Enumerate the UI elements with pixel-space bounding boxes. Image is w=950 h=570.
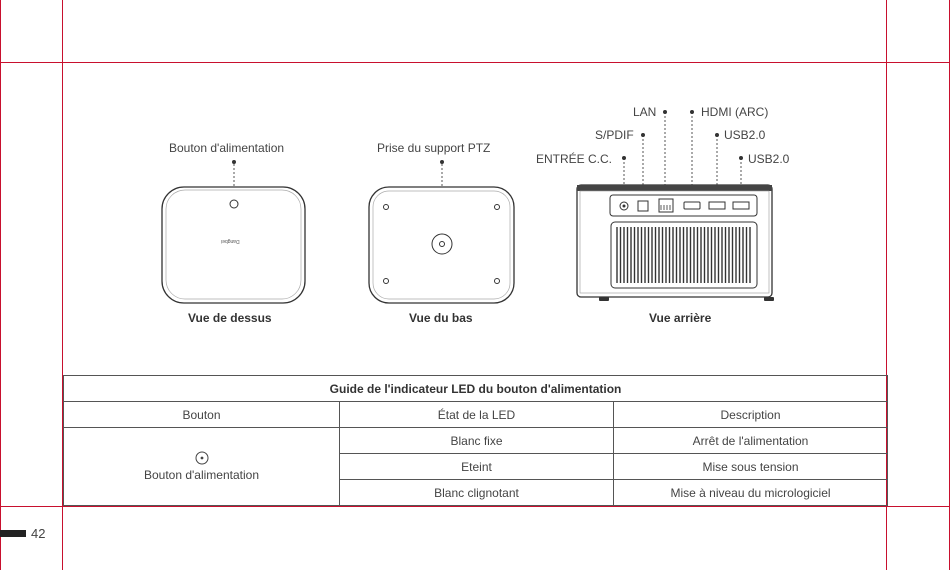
led-table-button-cell bbox=[64, 428, 340, 506]
led-table-button-label: Bouton d'alimentation bbox=[143, 468, 260, 482]
ptz-socket-callout: Prise du support PTZ bbox=[377, 141, 491, 155]
hdmi-label: HDMI (ARC) bbox=[701, 105, 769, 119]
table-row-state: Blanc fixe bbox=[340, 428, 614, 454]
led-indicator-table bbox=[63, 375, 888, 506]
top-view-caption: Vue de dessus bbox=[188, 311, 272, 325]
table-row-description: Mise sous tension bbox=[614, 454, 888, 480]
table-row-state: Eteint bbox=[340, 454, 614, 480]
page-number-bar bbox=[0, 530, 26, 537]
bottom-view-caption: Vue du bas bbox=[409, 311, 473, 325]
table-row-state: Blanc clignotant bbox=[340, 480, 614, 506]
power-button-icon bbox=[195, 451, 209, 465]
usb-label-upper: USB2.0 bbox=[724, 128, 766, 142]
led-table-header-state: État de la LED bbox=[340, 402, 614, 428]
dc-input-label: ENTRÉE C.C. bbox=[536, 152, 613, 166]
top-view-logo: Dangbei bbox=[221, 238, 240, 244]
usb-label-lower: USB2.0 bbox=[748, 152, 790, 166]
page-number: 42 bbox=[31, 526, 46, 541]
led-table-title: Guide de l'indicateur LED du bouton d'alimentation bbox=[64, 376, 888, 402]
led-table-header-button: Bouton bbox=[64, 402, 340, 428]
lan-label: LAN bbox=[633, 105, 657, 119]
power-button-callout: Bouton d'alimentation bbox=[169, 141, 285, 155]
spdif-label: S/PDIF bbox=[595, 128, 634, 142]
table-row-description: Mise à niveau du micrologiciel bbox=[614, 480, 888, 506]
rear-view-caption: Vue arrière bbox=[649, 311, 712, 325]
led-table-header-description: Description bbox=[614, 402, 888, 428]
table-row-description: Arrêt de l'alimentation bbox=[614, 428, 888, 454]
